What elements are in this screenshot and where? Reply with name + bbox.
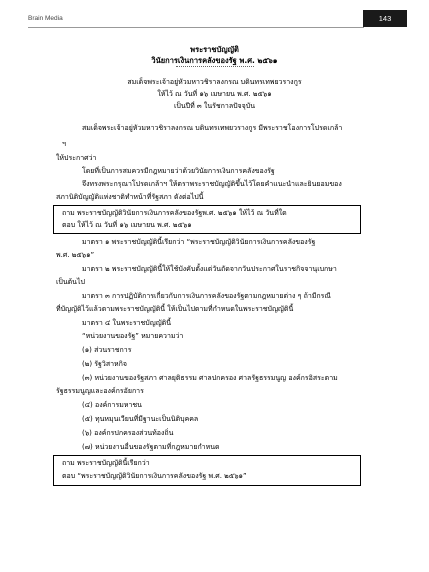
preamble-line: สภานิติบัญญัติแห่งชาติทำหน้าที่รัฐสภา ดังต่อไปนี้	[56, 193, 204, 201]
header-rule	[28, 27, 364, 28]
qa-answer: ตอบ ให้ไว้ ณ วันที่ ๑๖ เมษายน พ.ศ. ๒๕๖๑	[62, 221, 192, 229]
list-item: (๒) รัฐวิสาหกิจ	[82, 360, 128, 368]
list-item: (๓) หน่วยงานของรัฐสภา ศาลยุติธรรม ศาลปกครอง ศาลรัฐธรรมนูญ องค์กรอิสระตาม	[82, 374, 338, 382]
preamble-line: ฯ	[62, 140, 66, 148]
section-text: มาตรา ๒ พระราชบัญญัตินี้ให้ใช้บังคับตั้งแต่วันถัดจากวันประกาศในราชกิจจานุเบกษา	[82, 265, 337, 273]
publisher-label: Brain Media	[28, 15, 63, 22]
preamble-line: สมเด็จพระเจ้าอยู่หัวมหาวชิราลงกรณ บดินทรเทพยวรางกูร มีพระราชโองการโปรดเกล้า	[82, 124, 343, 132]
section-text: เป็นต้นไป	[56, 278, 85, 286]
section-text: ที่บัญญัติไว้แล้วตามพระราชบัญญัตินี้ ให้เป็นไปตามที่กำหนดในพระราชบัญญัตินี้	[56, 305, 294, 313]
list-item: (๔) องค์การมหาชน	[82, 401, 142, 409]
list-item: รัฐธรรมนูญและองค์กรอัยการ	[56, 387, 144, 395]
list-item: (๖) องค์กรปกครองส่วนท้องถิ่น	[82, 429, 174, 437]
qa-question: ถาม พระราชบัญญัติวินัยการเงินการคลังของรัฐพ.ศ. ๒๕๖๑ ให้ไว้ ณ วันที่ใด	[62, 209, 287, 217]
preamble-line: ให้ประกาศว่า	[56, 154, 97, 162]
page-number: 143	[363, 10, 407, 27]
preamble-line: จึงทรงพระกรุณาโปรดเกล้าฯ ให้ตราพระราชบัญญัติขึ้นไว้โดยคำแนะนำและยินยอมของ	[82, 180, 342, 188]
section-text: มาตรา ๓ การปฏิบัติการเกี่ยวกับการเงินการคลังของรัฐตามกฎหมายต่าง ๆ ถ้ามีกรณี	[82, 292, 331, 300]
list-item: (๗) หน่วยงานอื่นของรัฐตามที่กฎหมายกำหนด	[82, 443, 220, 451]
qa-answer: ตอบ “พระราชบัญญัติวินัยการเงินการคลังของรัฐ พ.ศ. ๒๕๖๑”	[62, 472, 247, 480]
qa-question: ถาม พระราชบัญญัตินี้เรียกว่า	[62, 459, 150, 467]
section-text: มาตรา ๔ ในพระราชบัญญัตินี้	[82, 319, 172, 327]
given-date: ให้ไว้ ณ วันที่ ๑๖ เมษายน พ.ศ. ๒๕๖๑	[157, 90, 272, 98]
definition-term: “หน่วยงานของรัฐ” หมายความว่า	[82, 332, 184, 340]
section-text: พ.ศ. ๒๕๖๑”	[56, 251, 95, 259]
title-divider	[176, 66, 254, 67]
reign-year: เป็นปีที่ ๓ ในรัชกาลปัจจุบัน	[174, 102, 255, 110]
act-title: วินัยการเงินการคลังของรัฐ พ.ศ. ๒๕๖๑	[151, 56, 278, 65]
list-item: (๑) ส่วนราชการ	[82, 346, 132, 354]
king-name: สมเด็จพระเจ้าอยู่หัวมหาวชิราลงกรณ บดินทรเทพยวรางกูร	[127, 78, 302, 86]
act-heading: พระราชบัญญัติ	[190, 45, 239, 54]
list-item: (๕) ทุนหมุนเวียนที่มีฐานะเป็นนิติบุคคล	[82, 415, 199, 423]
preamble-line: โดยที่เป็นการสมควรมีกฎหมายว่าด้วยวินัยการเงินการคลังของรัฐ	[82, 167, 275, 175]
section-text: มาตรา ๑ พระราชบัญญัตินี้เรียกว่า “พระราชบัญญัติวินัยการเงินการคลังของรัฐ	[82, 238, 316, 246]
